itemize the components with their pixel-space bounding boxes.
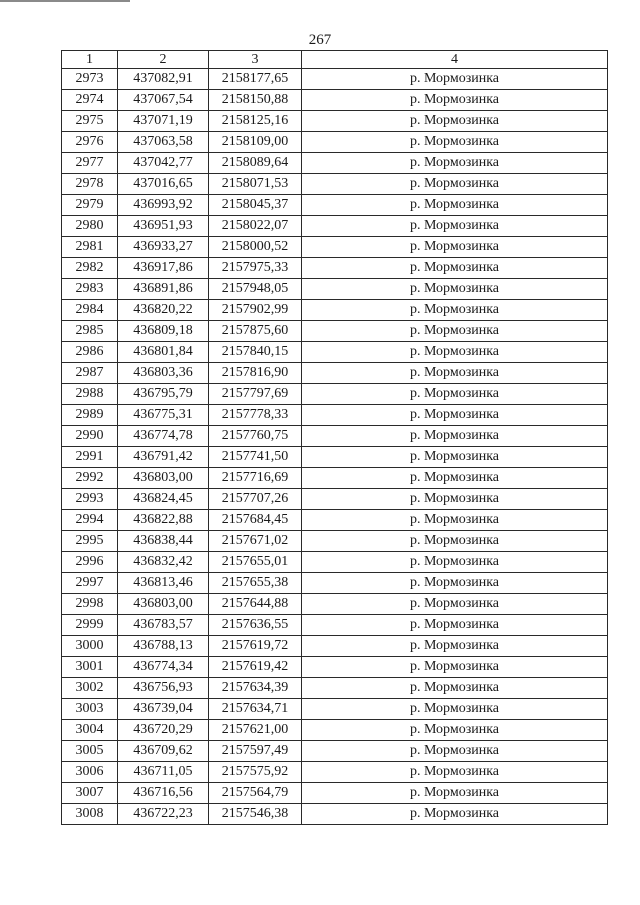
y-coordinate-cell: 2157671,02 [209, 531, 302, 552]
table-row [62, 342, 608, 363]
x-coordinate-cell: 436803,00 [118, 594, 209, 615]
x-coordinate-cell: 436788,13 [118, 636, 209, 657]
description-cell: р. Мормозинка [302, 321, 608, 342]
table-row [62, 111, 608, 132]
table-row [62, 636, 608, 657]
point-number-cell: 2975 [62, 111, 118, 132]
description-cell: р. Мормозинка [302, 741, 608, 762]
point-number-cell: 2981 [62, 237, 118, 258]
y-coordinate-cell: 2157575,92 [209, 762, 302, 783]
table-row [62, 762, 608, 783]
x-coordinate-cell: 436933,27 [118, 237, 209, 258]
y-coordinate-cell: 2157655,38 [209, 573, 302, 594]
coordinates-table [61, 50, 608, 825]
table-row [62, 468, 608, 489]
y-coordinate-cell: 2158000,52 [209, 237, 302, 258]
x-coordinate-cell: 436803,36 [118, 363, 209, 384]
column-header-1: 1 [62, 51, 118, 69]
column-header-2: 2 [118, 51, 209, 69]
description-cell: р. Мормозинка [302, 720, 608, 741]
table-row [62, 405, 608, 426]
x-coordinate-cell: 436775,31 [118, 405, 209, 426]
description-cell: р. Мормозинка [302, 762, 608, 783]
description-cell: р. Мормозинка [302, 783, 608, 804]
point-number-cell: 2995 [62, 531, 118, 552]
x-coordinate-cell: 436774,34 [118, 657, 209, 678]
description-cell: р. Мормозинка [302, 342, 608, 363]
table-row [62, 174, 608, 195]
y-coordinate-cell: 2157902,99 [209, 300, 302, 321]
y-coordinate-cell: 2158109,00 [209, 132, 302, 153]
y-coordinate-cell: 2157741,50 [209, 447, 302, 468]
x-coordinate-cell: 436791,42 [118, 447, 209, 468]
table-row [62, 279, 608, 300]
y-coordinate-cell: 2157716,69 [209, 468, 302, 489]
description-cell: р. Мормозинка [302, 804, 608, 825]
table-row [62, 300, 608, 321]
point-number-cell: 2987 [62, 363, 118, 384]
x-coordinate-cell: 436795,79 [118, 384, 209, 405]
table-row [62, 363, 608, 384]
table-row [62, 384, 608, 405]
x-coordinate-cell: 437016,65 [118, 174, 209, 195]
point-number-cell: 3002 [62, 678, 118, 699]
y-coordinate-cell: 2157840,15 [209, 342, 302, 363]
point-number-cell: 2984 [62, 300, 118, 321]
description-cell: р. Мормозинка [302, 90, 608, 111]
y-coordinate-cell: 2157948,05 [209, 279, 302, 300]
description-cell: р. Мормозинка [302, 447, 608, 468]
y-coordinate-cell: 2157644,88 [209, 594, 302, 615]
table-row [62, 657, 608, 678]
description-cell: р. Мормозинка [302, 384, 608, 405]
y-coordinate-cell: 2158089,64 [209, 153, 302, 174]
table-row [62, 447, 608, 468]
table-row [62, 153, 608, 174]
description-cell: р. Мормозинка [302, 405, 608, 426]
description-cell: р. Мормозинка [302, 195, 608, 216]
point-number-cell: 2976 [62, 132, 118, 153]
x-coordinate-cell: 436716,56 [118, 783, 209, 804]
y-coordinate-cell: 2157707,26 [209, 489, 302, 510]
description-cell: р. Мормозинка [302, 489, 608, 510]
description-cell: р. Мормозинка [302, 258, 608, 279]
point-number-cell: 2999 [62, 615, 118, 636]
x-coordinate-cell: 436739,04 [118, 699, 209, 720]
y-coordinate-cell: 2157875,60 [209, 321, 302, 342]
table-row [62, 195, 608, 216]
description-cell: р. Мормозинка [302, 132, 608, 153]
description-cell: р. Мормозинка [302, 594, 608, 615]
point-number-cell: 3006 [62, 762, 118, 783]
table-row [62, 699, 608, 720]
description-cell: р. Мормозинка [302, 699, 608, 720]
table-row [62, 426, 608, 447]
x-coordinate-cell: 436951,93 [118, 216, 209, 237]
x-coordinate-cell: 436993,92 [118, 195, 209, 216]
description-cell: р. Мормозинка [302, 279, 608, 300]
description-cell: р. Мормозинка [302, 174, 608, 195]
table-row [62, 132, 608, 153]
point-number-cell: 2985 [62, 321, 118, 342]
point-number-cell: 3007 [62, 783, 118, 804]
y-coordinate-cell: 2158177,65 [209, 69, 302, 90]
point-number-cell: 2998 [62, 594, 118, 615]
y-coordinate-cell: 2157621,00 [209, 720, 302, 741]
x-coordinate-cell: 436822,88 [118, 510, 209, 531]
description-cell: р. Мормозинка [302, 363, 608, 384]
point-number-cell: 2992 [62, 468, 118, 489]
y-coordinate-cell: 2157684,45 [209, 510, 302, 531]
x-coordinate-cell: 437071,19 [118, 111, 209, 132]
table-row [62, 594, 608, 615]
point-number-cell: 3003 [62, 699, 118, 720]
table-row [62, 552, 608, 573]
x-coordinate-cell: 436820,22 [118, 300, 209, 321]
point-number-cell: 2986 [62, 342, 118, 363]
table-row [62, 216, 608, 237]
table-row [62, 258, 608, 279]
description-cell: р. Мормозинка [302, 237, 608, 258]
x-coordinate-cell: 436917,86 [118, 258, 209, 279]
y-coordinate-cell: 2157636,55 [209, 615, 302, 636]
x-coordinate-cell: 436838,44 [118, 531, 209, 552]
table-row [62, 573, 608, 594]
x-coordinate-cell: 436783,57 [118, 615, 209, 636]
description-cell: р. Мормозинка [302, 300, 608, 321]
description-cell: р. Мормозинка [302, 552, 608, 573]
point-number-cell: 2978 [62, 174, 118, 195]
table-row [62, 69, 608, 90]
x-coordinate-cell: 436722,23 [118, 804, 209, 825]
page-number: 267 [308, 32, 332, 48]
y-coordinate-cell: 2157655,01 [209, 552, 302, 573]
point-number-cell: 2991 [62, 447, 118, 468]
point-number-cell: 2979 [62, 195, 118, 216]
table-row [62, 531, 608, 552]
x-coordinate-cell: 436803,00 [118, 468, 209, 489]
x-coordinate-cell: 436801,84 [118, 342, 209, 363]
y-coordinate-cell: 2157634,71 [209, 699, 302, 720]
table-row [62, 741, 608, 762]
description-cell: р. Мормозинка [302, 678, 608, 699]
y-coordinate-cell: 2157778,33 [209, 405, 302, 426]
description-cell: р. Мормозинка [302, 153, 608, 174]
point-number-cell: 3004 [62, 720, 118, 741]
table-row [62, 510, 608, 531]
x-coordinate-cell: 436711,05 [118, 762, 209, 783]
description-cell: р. Мормозинка [302, 510, 608, 531]
y-coordinate-cell: 2157760,75 [209, 426, 302, 447]
table-body [62, 69, 608, 825]
y-coordinate-cell: 2157816,90 [209, 363, 302, 384]
table-row [62, 615, 608, 636]
description-cell: р. Мормозинка [302, 468, 608, 489]
point-number-cell: 2982 [62, 258, 118, 279]
point-number-cell: 2997 [62, 573, 118, 594]
table-row [62, 783, 608, 804]
description-cell: р. Мормозинка [302, 216, 608, 237]
table-row [62, 804, 608, 825]
x-coordinate-cell: 436891,86 [118, 279, 209, 300]
x-coordinate-cell: 437067,54 [118, 90, 209, 111]
point-number-cell: 2980 [62, 216, 118, 237]
description-cell: р. Мормозинка [302, 657, 608, 678]
point-number-cell: 2983 [62, 279, 118, 300]
table-row [62, 90, 608, 111]
description-cell: р. Мормозинка [302, 636, 608, 657]
y-coordinate-cell: 2158022,07 [209, 216, 302, 237]
y-coordinate-cell: 2158150,88 [209, 90, 302, 111]
y-coordinate-cell: 2157597,49 [209, 741, 302, 762]
point-number-cell: 2996 [62, 552, 118, 573]
x-coordinate-cell: 436813,46 [118, 573, 209, 594]
description-cell: р. Мормозинка [302, 573, 608, 594]
x-coordinate-cell: 436709,62 [118, 741, 209, 762]
point-number-cell: 2988 [62, 384, 118, 405]
x-coordinate-cell: 436774,78 [118, 426, 209, 447]
x-coordinate-cell: 436824,45 [118, 489, 209, 510]
y-coordinate-cell: 2157797,69 [209, 384, 302, 405]
table-row [62, 489, 608, 510]
point-number-cell: 3001 [62, 657, 118, 678]
column-header-4: 4 [302, 51, 608, 69]
point-number-cell: 2977 [62, 153, 118, 174]
point-number-cell: 2989 [62, 405, 118, 426]
point-number-cell: 2974 [62, 90, 118, 111]
y-coordinate-cell: 2157619,42 [209, 657, 302, 678]
x-coordinate-cell: 436832,42 [118, 552, 209, 573]
x-coordinate-cell: 436756,93 [118, 678, 209, 699]
x-coordinate-cell: 436720,29 [118, 720, 209, 741]
point-number-cell: 2973 [62, 69, 118, 90]
table-header-row [62, 51, 608, 69]
point-number-cell: 3008 [62, 804, 118, 825]
x-coordinate-cell: 437063,58 [118, 132, 209, 153]
y-coordinate-cell: 2157975,33 [209, 258, 302, 279]
description-cell: р. Мормозинка [302, 426, 608, 447]
y-coordinate-cell: 2157619,72 [209, 636, 302, 657]
x-coordinate-cell: 437082,91 [118, 69, 209, 90]
column-header-3: 3 [209, 51, 302, 69]
point-number-cell: 2994 [62, 510, 118, 531]
description-cell: р. Мормозинка [302, 615, 608, 636]
y-coordinate-cell: 2157546,38 [209, 804, 302, 825]
table-row [62, 720, 608, 741]
x-coordinate-cell: 436809,18 [118, 321, 209, 342]
point-number-cell: 2993 [62, 489, 118, 510]
y-coordinate-cell: 2158071,53 [209, 174, 302, 195]
table-row [62, 678, 608, 699]
x-coordinate-cell: 437042,77 [118, 153, 209, 174]
description-cell: р. Мормозинка [302, 531, 608, 552]
y-coordinate-cell: 2157634,39 [209, 678, 302, 699]
table-row [62, 321, 608, 342]
y-coordinate-cell: 2158045,37 [209, 195, 302, 216]
y-coordinate-cell: 2157564,79 [209, 783, 302, 804]
description-cell: р. Мормозинка [302, 111, 608, 132]
y-coordinate-cell: 2158125,16 [209, 111, 302, 132]
point-number-cell: 3000 [62, 636, 118, 657]
scan-corner-mark [0, 0, 130, 2]
point-number-cell: 3005 [62, 741, 118, 762]
point-number-cell: 2990 [62, 426, 118, 447]
description-cell: р. Мормозинка [302, 69, 608, 90]
table-row [62, 237, 608, 258]
